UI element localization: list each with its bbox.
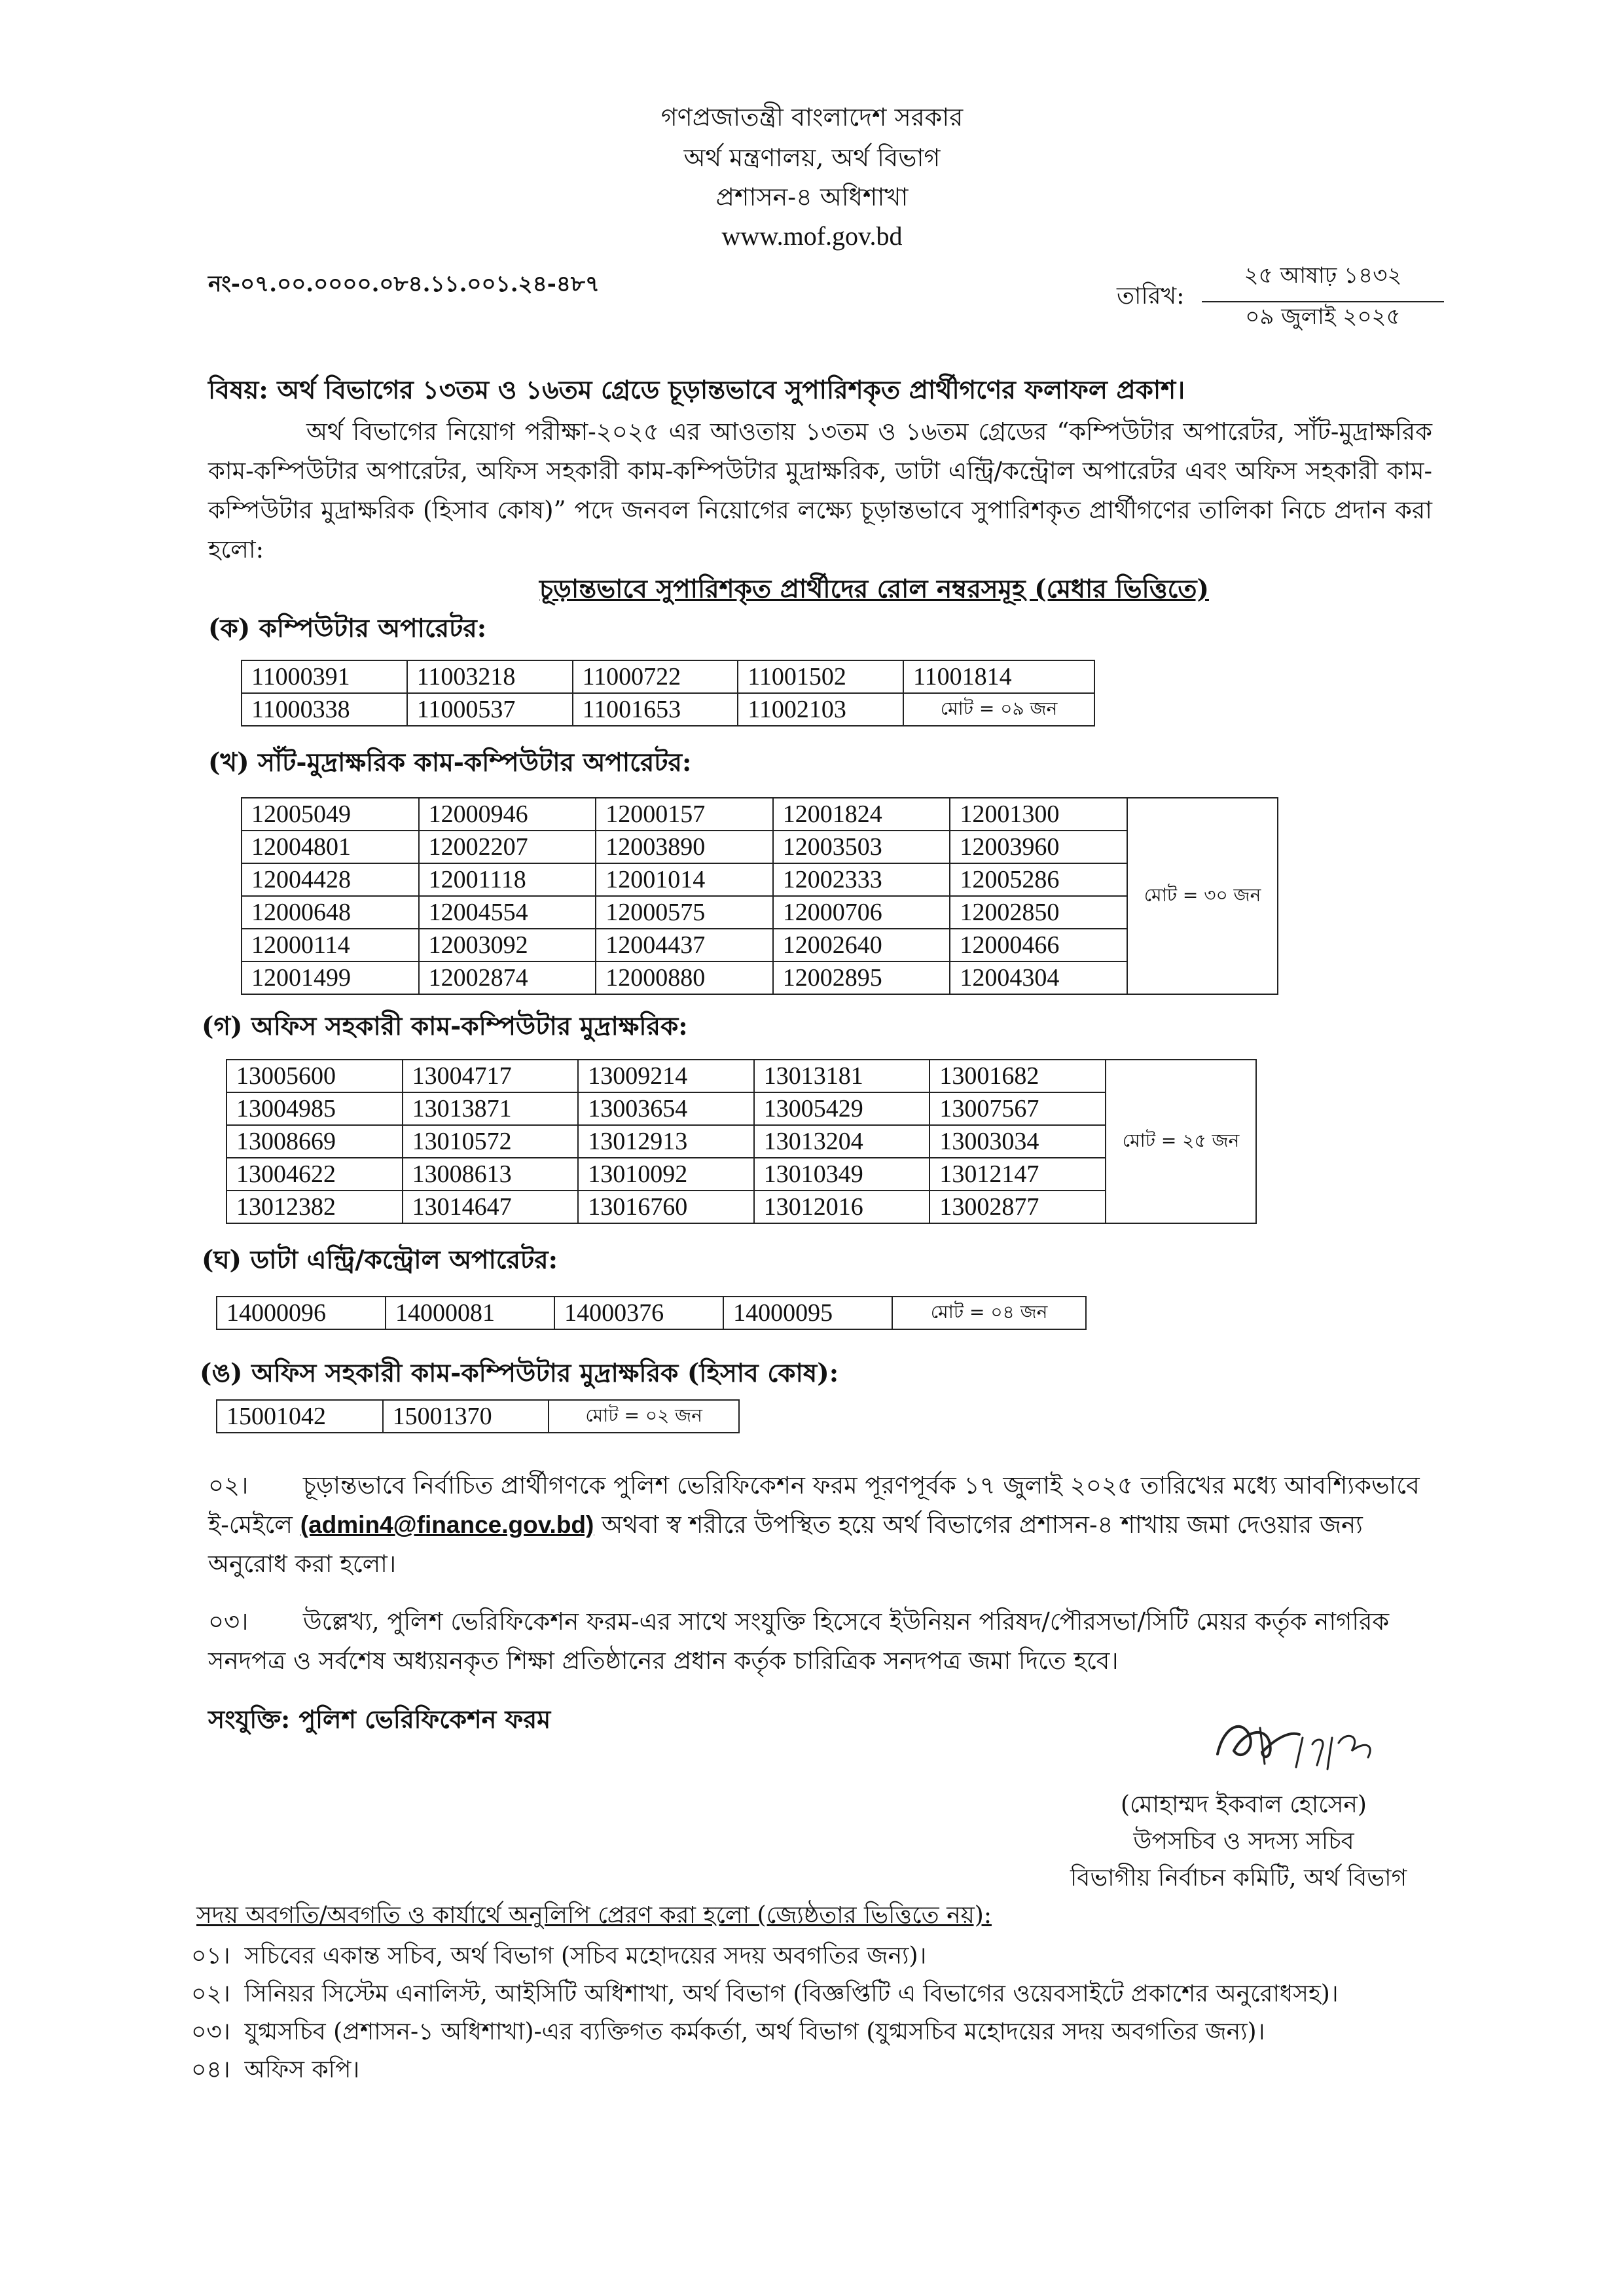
roll-cell: 13002877 xyxy=(929,1191,1106,1223)
intro-paragraph: অর্থ বিভাগের নিয়োগ পরীক্ষা-২০২৫ এর আওতায় ১৩তম ও ১৬তম গ্রেডের “কম্পিউটার অপারেটর, সাঁট-মুদ্রাক্ষরিক কাম-কম্পিউটার অপারেটর, অফিস সহকারী কাম-কম্পিউটার মুদ্রাক্ষরিক, ডাটা এন্ট্রি/কন্ট্রোল অপারেটর এবং অফিস সহকারী কাম-কম্পিউটার মুদ্রাক্ষরিক (হিসাব কোষ)” পদে জনবল নিয়োগের লক্ষ্যে চূড়ান্তভাবে সুপারিশকৃত প্রার্থীগণের তালিকা নিচে প্রদান করা হলো: xyxy=(208,418,1432,564)
paragraph-text: উল্লেখ্য, পুলিশ ভেরিফিকেশন ফরম-এর সাথে সংযুক্তি হিসেবে ইউনিয়ন পরিষদ/পৌরসভা/সিটি মেয়র কর্তৃক নাগরিক সনদপত্র ও সর্বশেষ অধ্যয়নকৃত শিক্ষা প্রতিষ্ঠানের প্রধান কর্তৃক চারিত্রিক সনদপত্র জমা দিতে হবে। xyxy=(208,1607,1390,1675)
roll-cell: 12000946 xyxy=(419,798,596,831)
roll-cell: 12004801 xyxy=(242,831,419,863)
table-row xyxy=(242,863,1278,896)
roll-cell: 12001014 xyxy=(596,863,773,896)
table-row xyxy=(242,896,1278,929)
table-row xyxy=(242,831,1278,863)
roll-cell: 11000722 xyxy=(573,660,738,693)
table-row xyxy=(226,1158,1256,1191)
section-title-office-assistant-accounts: (ঙ) অফিস সহকারী কাম-কম্পিউটার মুদ্রাক্ষরিক (হিসাব কোষ): xyxy=(200,1358,839,1388)
roll-cell: 12004304 xyxy=(950,961,1127,994)
roll-cell: 12002207 xyxy=(419,831,596,863)
cc-item-text: যুগ্মসচিব (প্রশাসন-১ অধিশাখা)-এর ব্যক্তিগত কর্মকর্তা, অর্থ বিভাগ (যুগ্মসচিব মহোদয়ের সদয় অবগতির জন্য)। xyxy=(244,2018,1265,2045)
roll-cell: 12000575 xyxy=(596,896,773,929)
roll-cell: 12001300 xyxy=(950,798,1127,831)
paragraph-number: ০৩। xyxy=(208,1607,249,1636)
roll-cell: 12001118 xyxy=(419,863,596,896)
roll-cell: 12000466 xyxy=(950,929,1127,961)
roll-cell: 12005286 xyxy=(950,863,1127,896)
roll-cell: 13013871 xyxy=(403,1092,579,1125)
table-row xyxy=(217,1297,1086,1329)
roll-cell: 13012382 xyxy=(226,1191,403,1223)
cc-item-number: ০১। xyxy=(191,1943,230,1969)
cc-item xyxy=(191,1937,926,1975)
total-cell: মোট = ০৪ জন xyxy=(892,1297,1086,1329)
roll-cell: 12000706 xyxy=(773,896,950,929)
table-row xyxy=(217,1400,739,1433)
roll-cell: 13010092 xyxy=(578,1158,754,1191)
roll-cell: 13008669 xyxy=(226,1125,403,1158)
table-row xyxy=(226,1060,1256,1092)
roll-cell: 13016760 xyxy=(578,1191,754,1223)
roll-cell: 13005429 xyxy=(754,1092,930,1125)
cc-item-number: ০৩। xyxy=(191,2018,230,2045)
table-row xyxy=(226,1191,1256,1223)
paragraph-text: চূড়ান্তভাবে নির্বাচিত প্রার্থীগণকে পুলিশ ভেরিফিকেশন ফরম পূরণপূর্বক ১৭ জুলাই ২০২৫ তারিখের মধ্যে আবশ্যিকভাবে ই-মেইলে xyxy=(208,1471,1420,1539)
total-cell: মোট = ০২ জন xyxy=(549,1400,739,1433)
roll-cell: 12000880 xyxy=(596,961,773,994)
roll-cell: 12002895 xyxy=(773,961,950,994)
date-english: ০৯ জুলাই ২০২৫ xyxy=(1245,304,1401,330)
roll-cell: 11001814 xyxy=(903,660,1094,693)
roll-cell: 13007567 xyxy=(929,1092,1106,1125)
list-title: চূড়ান্তভাবে সুপারিশকৃত প্রার্থীদের রোল নম্বরসমূহ (মেধার ভিত্তিতে) xyxy=(539,574,1209,604)
roll-cell: 15001370 xyxy=(383,1400,549,1433)
table-row xyxy=(242,961,1278,994)
roll-cell: 13001682 xyxy=(929,1060,1106,1092)
table-computer-operator xyxy=(241,660,1095,726)
table-row xyxy=(242,693,1094,726)
section-title-stenographer: (খ) সাঁট-মুদ্রাক্ষরিক কাম-কম্পিউটার অপারেটর: xyxy=(208,747,692,778)
roll-cell: 12004554 xyxy=(419,896,596,929)
date-bangla: ২৫ আষাঢ় ১৪৩২ xyxy=(1202,259,1444,302)
roll-cell: 13005600 xyxy=(226,1060,403,1092)
roll-cell: 12003503 xyxy=(773,831,950,863)
roll-cell: 13013204 xyxy=(754,1125,930,1158)
cc-title: সদয় অবগতি/অবগতি ও কার্যার্থে অনুলিপি প্রেরণ করা হলো (জ্যেষ্ঠতার ভিত্তিতে নয়): xyxy=(196,1902,992,1929)
roll-cell: 13003034 xyxy=(929,1125,1106,1158)
roll-cell: 11000537 xyxy=(407,693,573,726)
roll-cell: 11001653 xyxy=(573,693,738,726)
cc-item-number: ০৪। xyxy=(191,2056,230,2083)
table-office-assistant xyxy=(226,1059,1257,1224)
roll-cell: 13010349 xyxy=(754,1158,930,1191)
cc-item xyxy=(191,1975,1339,2013)
roll-cell: 12005049 xyxy=(242,798,419,831)
roll-cell: 12000114 xyxy=(242,929,419,961)
roll-cell: 12002850 xyxy=(950,896,1127,929)
roll-cell: 11002103 xyxy=(738,693,903,726)
section-title-office-assistant: (গ) অফিস সহকারী কাম-কম্পিউটার মুদ্রাক্ষরিক: xyxy=(202,1011,688,1041)
table-row xyxy=(242,929,1278,961)
attachment-line: সংযুক্তি: পুলিশ ভেরিফিকেশন ফরম xyxy=(208,1704,551,1734)
email-link[interactable]: (admin4@finance.gov.bd) xyxy=(300,1511,594,1538)
roll-cell: 14000096 xyxy=(217,1297,386,1329)
paragraph-03 xyxy=(208,1602,1432,1681)
roll-cell: 13003654 xyxy=(578,1092,754,1125)
roll-cell: 13012147 xyxy=(929,1158,1106,1191)
roll-cell: 12003092 xyxy=(419,929,596,961)
cc-item-text: সিনিয়র সিস্টেম এনালিস্ট, আইসিটি অধিশাখা, অর্থ বিভাগ (বিজ্ঞপ্তিটি এ বিভাগের ওয়েবসাইটে প্রকাশের অনুরোধসহ)। xyxy=(244,1981,1339,2007)
cc-item-text: সচিবের একান্ত সচিব, অর্থ বিভাগ (সচিব মহোদয়ের সদয় অবগতির জন্য)। xyxy=(244,1943,927,1969)
header-wing: প্রশাসন-৪ অধিশাখা xyxy=(715,183,909,211)
section-title-computer-operator: (ক) কম্পিউটার অপারেটর: xyxy=(208,613,487,643)
table-stenographer xyxy=(241,797,1278,995)
paragraph-number: ০২। xyxy=(208,1471,249,1499)
cc-item-text: অফিস কপি। xyxy=(244,2056,360,2083)
roll-cell: 13010572 xyxy=(403,1125,579,1158)
table-row xyxy=(226,1092,1256,1125)
table-row xyxy=(242,660,1094,693)
paragraph-02 xyxy=(208,1466,1432,1584)
roll-cell: 12003960 xyxy=(950,831,1127,863)
roll-cell: 12000648 xyxy=(242,896,419,929)
roll-cell: 12000157 xyxy=(596,798,773,831)
roll-cell: 15001042 xyxy=(217,1400,383,1433)
roll-cell: 11003218 xyxy=(407,660,573,693)
roll-cell: 11000338 xyxy=(242,693,407,726)
roll-cell: 13004985 xyxy=(226,1092,403,1125)
cc-item xyxy=(191,2051,359,2089)
date-label: তারিখ: xyxy=(1117,283,1185,310)
roll-cell: 12002333 xyxy=(773,863,950,896)
roll-cell: 12001499 xyxy=(242,961,419,994)
roll-cell: 13008613 xyxy=(403,1158,579,1191)
roll-cell: 11000391 xyxy=(242,660,407,693)
roll-cell: 12002640 xyxy=(773,929,950,961)
roll-cell: 12004428 xyxy=(242,863,419,896)
paragraph-text: অথবা স্ব শরীরে উপস্থিত হয়ে অর্থ বিভাগের প্রশাসন-৪ শাখায় জমা দেওয়ার জন্য অনুরোধ করা হলো। xyxy=(208,1511,1363,1578)
table-row xyxy=(242,798,1278,831)
roll-cell: 13012913 xyxy=(578,1125,754,1158)
roll-cell: 14000376 xyxy=(554,1297,723,1329)
signatory-committee: বিভাগীয় নির্বাচন কমিটি, অর্থ বিভাগ xyxy=(1070,1865,1407,1892)
section-title-data-entry: (ঘ) ডাটা এন্ট্রি/কন্ট্রোল অপারেটর: xyxy=(202,1245,558,1275)
signature-image xyxy=(1204,1705,1414,1784)
roll-cell: 13014647 xyxy=(403,1191,579,1223)
table-data-entry xyxy=(216,1296,1087,1330)
table-row xyxy=(226,1125,1256,1158)
roll-cell: 11001502 xyxy=(738,660,903,693)
total-cell: মোট = ২৫ জন xyxy=(1106,1060,1256,1223)
roll-cell: 12003890 xyxy=(596,831,773,863)
cc-item xyxy=(191,2013,1265,2051)
roll-cell: 12004437 xyxy=(596,929,773,961)
roll-cell: 14000081 xyxy=(386,1297,554,1329)
roll-cell: 13013181 xyxy=(754,1060,930,1092)
memo-number: নং-০৭.০০.০০০০.০৮৪.১১.০০১.২৪-৪৮৭ xyxy=(208,271,600,297)
table-office-assistant-accounts xyxy=(216,1399,740,1433)
roll-cell: 13012016 xyxy=(754,1191,930,1223)
roll-cell: 12002874 xyxy=(419,961,596,994)
roll-cell: 13004717 xyxy=(403,1060,579,1092)
header-website: www.mof.gov.bd xyxy=(721,221,903,251)
roll-cell: 12001824 xyxy=(773,798,950,831)
roll-cell: 13004622 xyxy=(226,1158,403,1191)
header-govt: গণপ্রজাতন্ত্রী বাংলাদেশ সরকার xyxy=(660,103,964,132)
total-cell: মোট = ০৯ জন xyxy=(903,693,1094,726)
subject-line: বিষয়: অর্থ বিভাগের ১৩তম ও ১৬তম গ্রেডে চূড়ান্তভাবে সুপারিশকৃত প্রার্থীগণের ফলাফল প্রকাশ। xyxy=(208,375,1185,405)
total-cell: মোট = ৩০ জন xyxy=(1127,798,1278,994)
roll-cell: 14000095 xyxy=(723,1297,892,1329)
roll-cell: 13009214 xyxy=(578,1060,754,1092)
cc-item-number: ০২। xyxy=(191,1981,230,2007)
header-ministry: অর্থ মন্ত্রণালয়, অর্থ বিভাগ xyxy=(683,143,941,172)
signatory-designation: উপসচিব ও সদস্য সচিব xyxy=(1133,1828,1354,1855)
signatory-name: (মোহাম্মদ ইকবাল হোসেন) xyxy=(1121,1791,1367,1818)
